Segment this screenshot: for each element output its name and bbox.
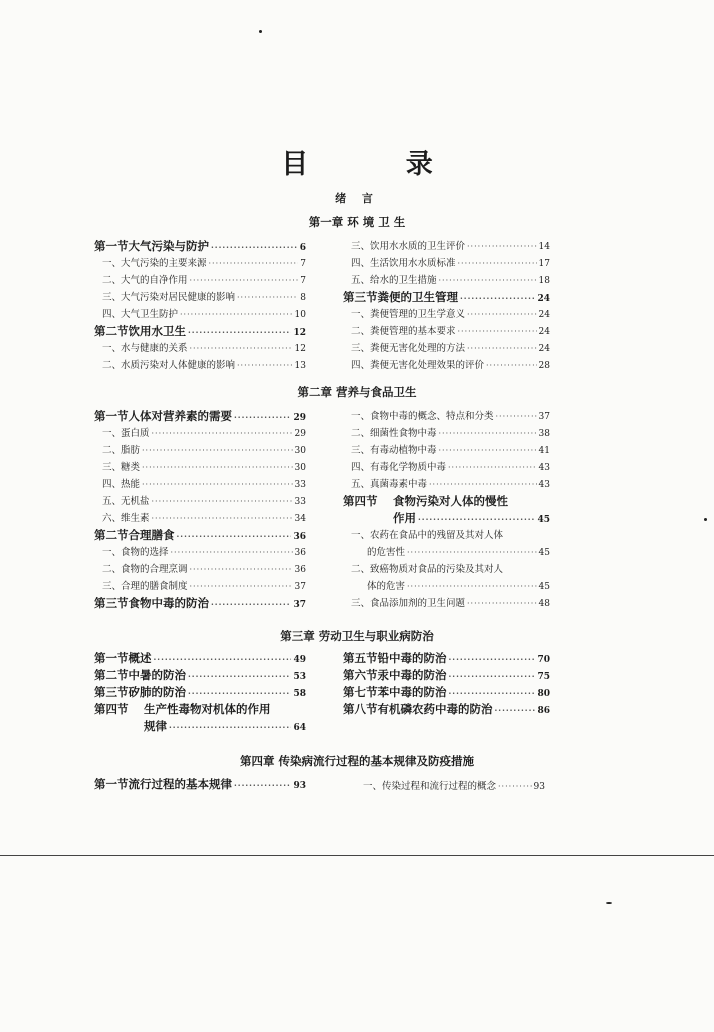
- page-number: 28: [538, 361, 550, 371]
- bottom-rule: [0, 855, 714, 856]
- toc-section-entry: [94, 408, 306, 425]
- entry-label: 五、真菌毒素中毒: [351, 479, 428, 490]
- toc-subsection-entry: [343, 323, 550, 340]
- toc-subsection-entry: [343, 425, 550, 442]
- leader-dots: [169, 722, 291, 732]
- leader-dots: [152, 497, 293, 506]
- entry-label: 一、传染过程和流行过程的概念: [363, 781, 497, 792]
- leader-dots: [190, 276, 299, 285]
- toc-subsection-entry: [94, 544, 306, 561]
- leader-dots: [211, 599, 291, 609]
- entry-label: 规律: [144, 719, 167, 733]
- entry-label: 三、糖类: [102, 462, 141, 473]
- leader-dots: [237, 361, 293, 370]
- toc-subsection-entry: [94, 306, 306, 323]
- page-number: 93: [533, 782, 545, 792]
- entry-label: 一、食物中毒的概念、特点和分类: [351, 411, 494, 422]
- page-number: 29: [293, 413, 306, 423]
- section-number: 第三节: [343, 290, 378, 304]
- page-number: 13: [294, 361, 306, 371]
- leader-dots: [237, 293, 298, 302]
- section-number: 第一节: [94, 409, 129, 423]
- leader-dots: [142, 463, 293, 472]
- toc-section-entry: [343, 493, 550, 510]
- entry-label: 合理膳食: [128, 528, 175, 542]
- entry-label: 三、有毒动植物中毒: [351, 445, 437, 456]
- leader-dots: [496, 412, 537, 421]
- entry-label: 四、热能: [102, 479, 141, 490]
- leader-dots: [495, 705, 536, 715]
- scan-speck: [704, 518, 707, 521]
- toc-section-entry: [94, 684, 306, 701]
- page-number: 43: [538, 463, 550, 473]
- page-number: 36: [294, 548, 306, 558]
- toc-subsection-entry: [343, 306, 550, 323]
- toc-section-entry: [343, 701, 550, 718]
- toc-subsection-entry: [94, 459, 306, 476]
- page-number: 70: [537, 655, 550, 665]
- page-number: 45: [537, 515, 550, 525]
- entry-label: 概述: [128, 651, 152, 665]
- leader-dots: [407, 582, 537, 591]
- entry-label: 二、脂肪: [102, 445, 141, 456]
- entry-label: 铅中毒的防治: [377, 651, 447, 665]
- toc-subsection-entry: [94, 272, 306, 289]
- toc-subsection-entry: [343, 255, 550, 272]
- page-number: 30: [294, 463, 306, 473]
- page-number: 24: [537, 294, 550, 304]
- leader-dots: [407, 548, 537, 557]
- page-number: 7: [300, 276, 306, 286]
- leader-dots: [180, 310, 293, 319]
- entry-label: 矽肺的防治: [128, 685, 186, 699]
- toc-subsection-entry: [94, 510, 306, 527]
- entry-label: 作用: [393, 511, 416, 525]
- entry-label: 三、粪便无害化处理的方法: [351, 343, 466, 354]
- leader-dots: [234, 412, 291, 422]
- leader-dots: [449, 688, 536, 698]
- page-number: 49: [293, 655, 306, 665]
- page-number: 43: [538, 480, 550, 490]
- toc-section-entry: [343, 510, 550, 527]
- entry-label: 粪便的卫生管理: [377, 290, 458, 304]
- toc-subsection-entry: [94, 442, 306, 459]
- entry-label: 一、水与健康的关系: [102, 343, 188, 354]
- section-number: 第二节: [94, 668, 129, 682]
- page-number: 33: [294, 497, 306, 507]
- toc-subsection-entry: [94, 357, 306, 374]
- entry-label: 的危害性: [367, 547, 406, 558]
- toc-section-entry: [343, 684, 550, 701]
- entry-label: 三、大气污染对居民健康的影响: [102, 292, 236, 303]
- toc-subsection-entry: [94, 289, 306, 306]
- entry-label: 一、大气污染的主要来源: [102, 258, 207, 269]
- section-number: 第三节: [94, 685, 129, 699]
- page-number: 37: [294, 582, 306, 592]
- page-number: 80: [537, 689, 550, 699]
- entry-label: 二、水质污染对人体健康的影响: [102, 360, 236, 371]
- toc-subsection-entry: [343, 459, 550, 476]
- scan-speck: [259, 30, 262, 33]
- toc-section-entry: [94, 701, 306, 718]
- toc-subsection-entry: [94, 561, 306, 578]
- leader-dots: [467, 242, 537, 251]
- page-number: 17: [538, 259, 550, 269]
- leader-dots: [152, 429, 293, 438]
- leader-dots: [188, 671, 291, 681]
- leader-dots: [209, 259, 299, 268]
- leader-dots: [188, 327, 291, 337]
- toc-subsection-entry: [94, 476, 306, 493]
- toc-subsection-entry: [343, 476, 550, 493]
- section-number: 第一节: [94, 777, 129, 791]
- page-number: 48: [538, 599, 550, 609]
- entry-label: 一、农药在食品中的残留及其对人体: [351, 530, 504, 541]
- entry-label: 二、细菌性食物中毒: [351, 428, 437, 439]
- page-number: 12: [293, 328, 306, 338]
- section-number: 第二节: [94, 528, 129, 542]
- toc-subsection-entry: [343, 561, 550, 578]
- leader-dots: [467, 344, 537, 353]
- page-number: 86: [537, 706, 550, 716]
- leader-dots: [211, 242, 298, 252]
- chapter-1-left-column: [94, 238, 306, 374]
- leader-dots: [449, 671, 536, 681]
- entry-label: 饮用水卫生: [128, 324, 186, 338]
- toc-section-entry: [94, 667, 306, 684]
- leader-dots: [439, 429, 537, 438]
- leader-dots: [177, 531, 292, 541]
- page-number: 10: [294, 310, 306, 320]
- intro-heading: 绪 言: [335, 192, 379, 205]
- entry-label: 五、给水的卫生措施: [351, 275, 437, 286]
- toc-subsection-entry: [343, 544, 550, 561]
- entry-label: 二、大气的自净作用: [102, 275, 188, 286]
- leader-dots: [142, 480, 293, 489]
- leader-dots: [467, 599, 537, 608]
- page-number: 93: [293, 781, 306, 791]
- toc-section-entry: [343, 289, 550, 306]
- page-number: 24: [538, 327, 550, 337]
- toc-section-entry: [94, 595, 306, 612]
- scan-speck: [606, 902, 612, 904]
- toc-subsection-entry: [355, 778, 545, 795]
- toc-subsection-entry: [343, 272, 550, 289]
- page-number: 53: [293, 672, 306, 682]
- leader-dots: [234, 780, 291, 790]
- toc-subsection-entry: [343, 578, 550, 595]
- section-number: 第八节: [343, 702, 378, 716]
- entry-label: 食物中毒的防治: [128, 596, 209, 610]
- page-number: 24: [538, 344, 550, 354]
- entry-label: 四、大气卫生防护: [102, 309, 179, 320]
- leader-dots: [458, 259, 537, 268]
- entry-label: 三、合理的膳食制度: [102, 581, 188, 592]
- page-number: 45: [538, 548, 550, 558]
- leader-dots: [498, 782, 532, 791]
- page-number: 36: [293, 532, 306, 542]
- section-number: 第四节: [343, 494, 378, 508]
- toc-section-entry: [343, 650, 550, 667]
- page-number: 41: [538, 446, 550, 456]
- page-number: 34: [294, 514, 306, 524]
- entry-label: 二、致癌物质对食品的污染及其对人: [351, 564, 504, 575]
- section-number: 第六节: [343, 668, 378, 682]
- section-number: 第一节: [94, 239, 129, 253]
- chapter-4-left-column: [94, 776, 306, 793]
- section-number: 第七节: [343, 685, 378, 699]
- page-number: 24: [538, 310, 550, 320]
- section-number: 第二节: [94, 324, 129, 338]
- entry-label: 五、无机盐: [102, 496, 150, 507]
- entry-label: 汞中毒的防治: [377, 668, 447, 682]
- page-number: 33: [294, 480, 306, 490]
- page-number: 36: [294, 565, 306, 575]
- toc-subsection-entry: [94, 340, 306, 357]
- toc-subsection-entry: [343, 238, 550, 255]
- leader-dots: [467, 310, 537, 319]
- entry-label: 四、粪便无害化处理效果的评价: [351, 360, 485, 371]
- toc-section-entry: [94, 527, 306, 544]
- page-number: 58: [293, 689, 306, 699]
- toc-subsection-entry: [343, 357, 550, 374]
- entry-label: 生产性毒物对机体的作用: [144, 702, 271, 716]
- page-number: 29: [294, 429, 306, 439]
- section-number: 第四节: [94, 702, 129, 716]
- chapter-2-heading: 第二章 营养与食品卫生: [297, 385, 417, 399]
- page-number: 8: [300, 293, 306, 303]
- toc-section-entry: [94, 776, 306, 793]
- page-number: 14: [538, 242, 550, 252]
- chapter-3-left-column: [94, 650, 306, 735]
- entry-label: 四、有毒化学物质中毒: [351, 462, 447, 473]
- entry-label: 有机磷农药中毒的防治: [377, 702, 493, 716]
- page-number: 64: [293, 723, 306, 733]
- chapter-3-heading: 第三章 劳动卫生与职业病防治: [280, 629, 434, 643]
- leader-dots: [439, 446, 537, 455]
- leader-dots: [486, 361, 537, 370]
- page-number: 75: [537, 672, 550, 682]
- leader-dots: [449, 654, 536, 664]
- toc-section-entry: [94, 238, 306, 255]
- toc-subsection-entry: [94, 578, 306, 595]
- leader-dots: [460, 293, 535, 303]
- toc-subsection-entry: [94, 255, 306, 272]
- leader-dots: [142, 446, 293, 455]
- leader-dots: [171, 548, 293, 557]
- entry-label: 四、生活饮用水水质标准: [351, 258, 456, 269]
- page-number: 6: [299, 243, 306, 253]
- entry-label: 中暑的防治: [128, 668, 186, 682]
- chapter-1-right-column: [343, 238, 550, 374]
- entry-label: 三、饮用水水质的卫生评价: [351, 241, 466, 252]
- entry-label: 一、粪便管理的卫生学意义: [351, 309, 466, 320]
- entry-label: 六、维生素: [102, 513, 150, 524]
- leader-dots: [190, 582, 293, 591]
- entry-label: 二、粪便管理的基本要求: [351, 326, 456, 337]
- chapter-2-right-column: [343, 408, 550, 612]
- leader-dots: [154, 654, 292, 664]
- page-number: 45: [538, 582, 550, 592]
- toc-subsection-entry: [343, 408, 550, 425]
- toc-subsection-entry: [343, 527, 550, 544]
- page-number: 18: [538, 276, 550, 286]
- toc-subsection-entry: [94, 493, 306, 510]
- leader-dots: [439, 276, 537, 285]
- entry-label: 三、食品添加剂的卫生问题: [351, 598, 466, 609]
- section-number: 第五节: [343, 651, 378, 665]
- leader-dots: [418, 514, 535, 524]
- toc-subsection-entry: [343, 595, 550, 612]
- chapter-4-heading: 第四章 传染病流行过程的基本规律及防疫措施: [239, 754, 474, 768]
- page-number: 37: [538, 412, 550, 422]
- entry-label: 食物污染对人体的慢性: [393, 494, 508, 508]
- leader-dots: [190, 344, 293, 353]
- entry-label: 二、食物的合理烹调: [102, 564, 188, 575]
- page-number: 37: [293, 600, 306, 610]
- section-number: 第三节: [94, 596, 129, 610]
- entry-label: 人体对营养素的需要: [128, 409, 232, 423]
- chapter-3-right-column: [343, 650, 550, 718]
- leader-dots: [190, 565, 293, 574]
- toc-subsection-entry: [94, 425, 306, 442]
- section-number: 第一节: [94, 651, 129, 665]
- page-title: 目 录: [281, 149, 477, 180]
- leader-dots: [152, 514, 293, 523]
- toc-subsection-entry: [343, 340, 550, 357]
- page-number: 38: [538, 429, 550, 439]
- page-number: 7: [300, 259, 306, 269]
- entry-label: 流行过程的基本规律: [128, 777, 232, 791]
- entry-label: 大气污染与防护: [128, 239, 209, 253]
- toc-section-entry: [343, 667, 550, 684]
- entry-label: 体的危害: [367, 581, 406, 592]
- entry-label: 一、食物的选择: [102, 547, 169, 558]
- toc-section-entry: [94, 323, 306, 340]
- leader-dots: [429, 480, 537, 489]
- leader-dots: [448, 463, 537, 472]
- leader-dots: [188, 688, 291, 698]
- page-number: 12: [294, 344, 306, 354]
- chapter-1-heading: 第一章 环 境 卫 生: [308, 215, 406, 229]
- page-number: 30: [294, 446, 306, 456]
- entry-label: 一、蛋白质: [102, 428, 150, 439]
- entry-label: 苯中毒的防治: [377, 685, 447, 699]
- toc-section-entry: [94, 718, 306, 735]
- chapter-4-right-column: [355, 778, 545, 795]
- leader-dots: [458, 327, 537, 336]
- chapter-2-left-column: [94, 408, 306, 612]
- toc-subsection-entry: [343, 442, 550, 459]
- toc-section-entry: [94, 650, 306, 667]
